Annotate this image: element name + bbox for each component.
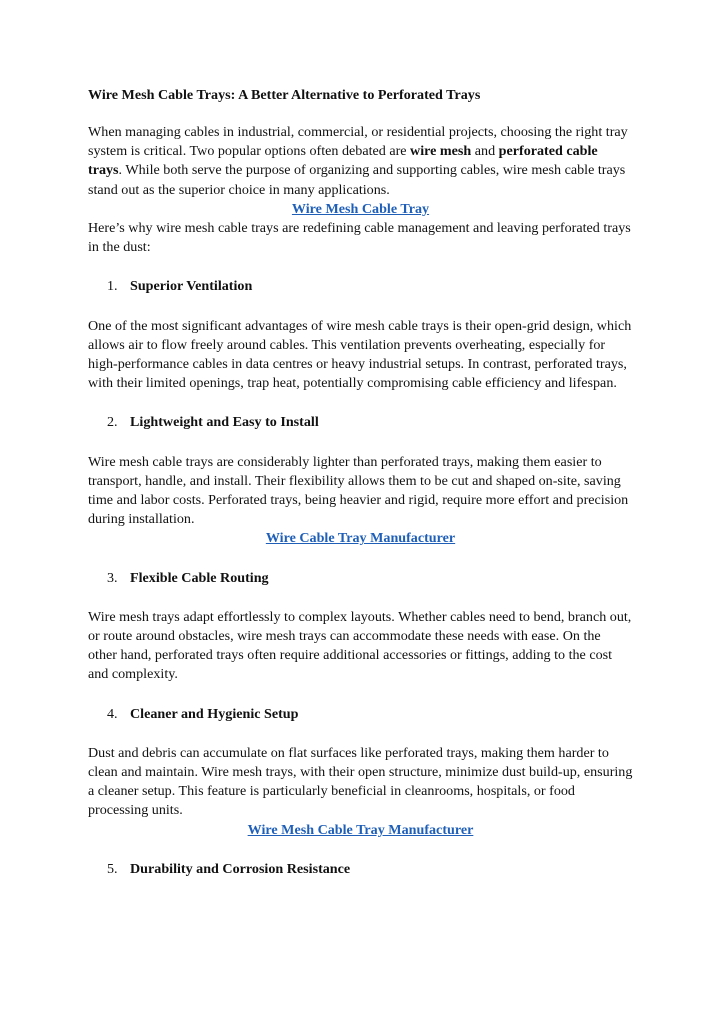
section-title-4: Cleaner and Hygienic Setup [130, 705, 299, 722]
section-heading-4 [88, 705, 633, 724]
section-number-5: 5. [107, 860, 118, 877]
intro-text-1: When managing cables in industrial, commercial, or residential projects, choosing the right tray system is critical. Two popular options often debated are [88, 124, 628, 160]
section-number-3: 3. [107, 569, 118, 586]
section-body-3: Wire mesh trays adapt effortlessly to complex layouts. Whether cables need to bend, branch out, or route around obstacles, wire mesh trays can accommodate these needs with ease. On the other hand, perforated trays often require additional accessories or fittings, adding to the cost and complexity. [88, 608, 632, 683]
link-wire-mesh-cable-tray[interactable]: Wire Mesh Cable Tray [291, 200, 430, 217]
document-page [88, 86, 633, 879]
document-title: Wire Mesh Cable Trays: A Better Alternative to Perforated Trays [88, 87, 481, 103]
section-number-2: 2. [107, 414, 118, 431]
section-number-1: 1. [107, 278, 118, 295]
link-wire-cable-tray-manufacturer-line [88, 529, 633, 548]
link-wire-mesh-cable-tray-manufacturer-line [88, 821, 633, 840]
section-title-1: Superior Ventilation [130, 278, 253, 295]
section-body-4: Dust and debris can accumulate on flat surfaces like perforated trays, making them harder to clean and maintain. Wire mesh trays, with their open structure, minimize dust build-up, ensuring a cleaner setup. This feature is particularly beneficial in cleanrooms, hospitals, or food processing units. [88, 744, 633, 819]
lead-paragraph: Here’s why wire mesh cable trays are redefining cable management and leaving perforated trays in the dust: [88, 220, 631, 256]
link-wire-mesh-cable-tray-manufacturer[interactable]: Wire Mesh Cable Tray Manufacturer [247, 821, 474, 838]
intro-text-3: . While both serve the purpose of organizing and supporting cables, wire mesh cable trays stand out as the superior choice in many applications. [88, 162, 626, 198]
intro-text-2: and [471, 143, 499, 160]
intro-paragraph [88, 123, 633, 200]
section-title-2: Lightweight and Easy to Install [130, 414, 319, 431]
section-heading-3 [88, 569, 633, 588]
intro-bold-perforated: perforated cable trays [88, 143, 598, 179]
link-wire-mesh-cable-tray-line [88, 200, 633, 219]
section-body-2: Wire mesh cable trays are considerably lighter than perforated trays, making them easier to transport, handle, and install. Their flexibility allows them to be cut and shaped on-site, saving time and labor costs. Perforated trays, being heavier and rigid, require more effort and precision during installation. [88, 453, 629, 528]
section-title-5: Durability and Corrosion Resistance [130, 860, 351, 877]
section-number-4: 4. [107, 705, 118, 722]
intro-bold-wire-mesh: wire mesh [410, 143, 472, 160]
section-title-3: Flexible Cable Routing [130, 569, 269, 586]
section-heading-5 [88, 860, 633, 879]
section-body-1: One of the most significant advantages of wire mesh cable trays is their open-grid design, which allows air to flow freely around cables. This ventilation prevents overheating, especially for high-performance cables in data centres or heavy industrial setups. In contrast, perforated trays, with their limited openings, trap heat, potentially compromising cable efficiency and lifespan. [88, 317, 632, 392]
section-heading-2 [88, 413, 633, 432]
section-heading-1 [88, 277, 633, 296]
link-wire-cable-tray-manufacturer[interactable]: Wire Cable Tray Manufacturer [265, 530, 456, 547]
